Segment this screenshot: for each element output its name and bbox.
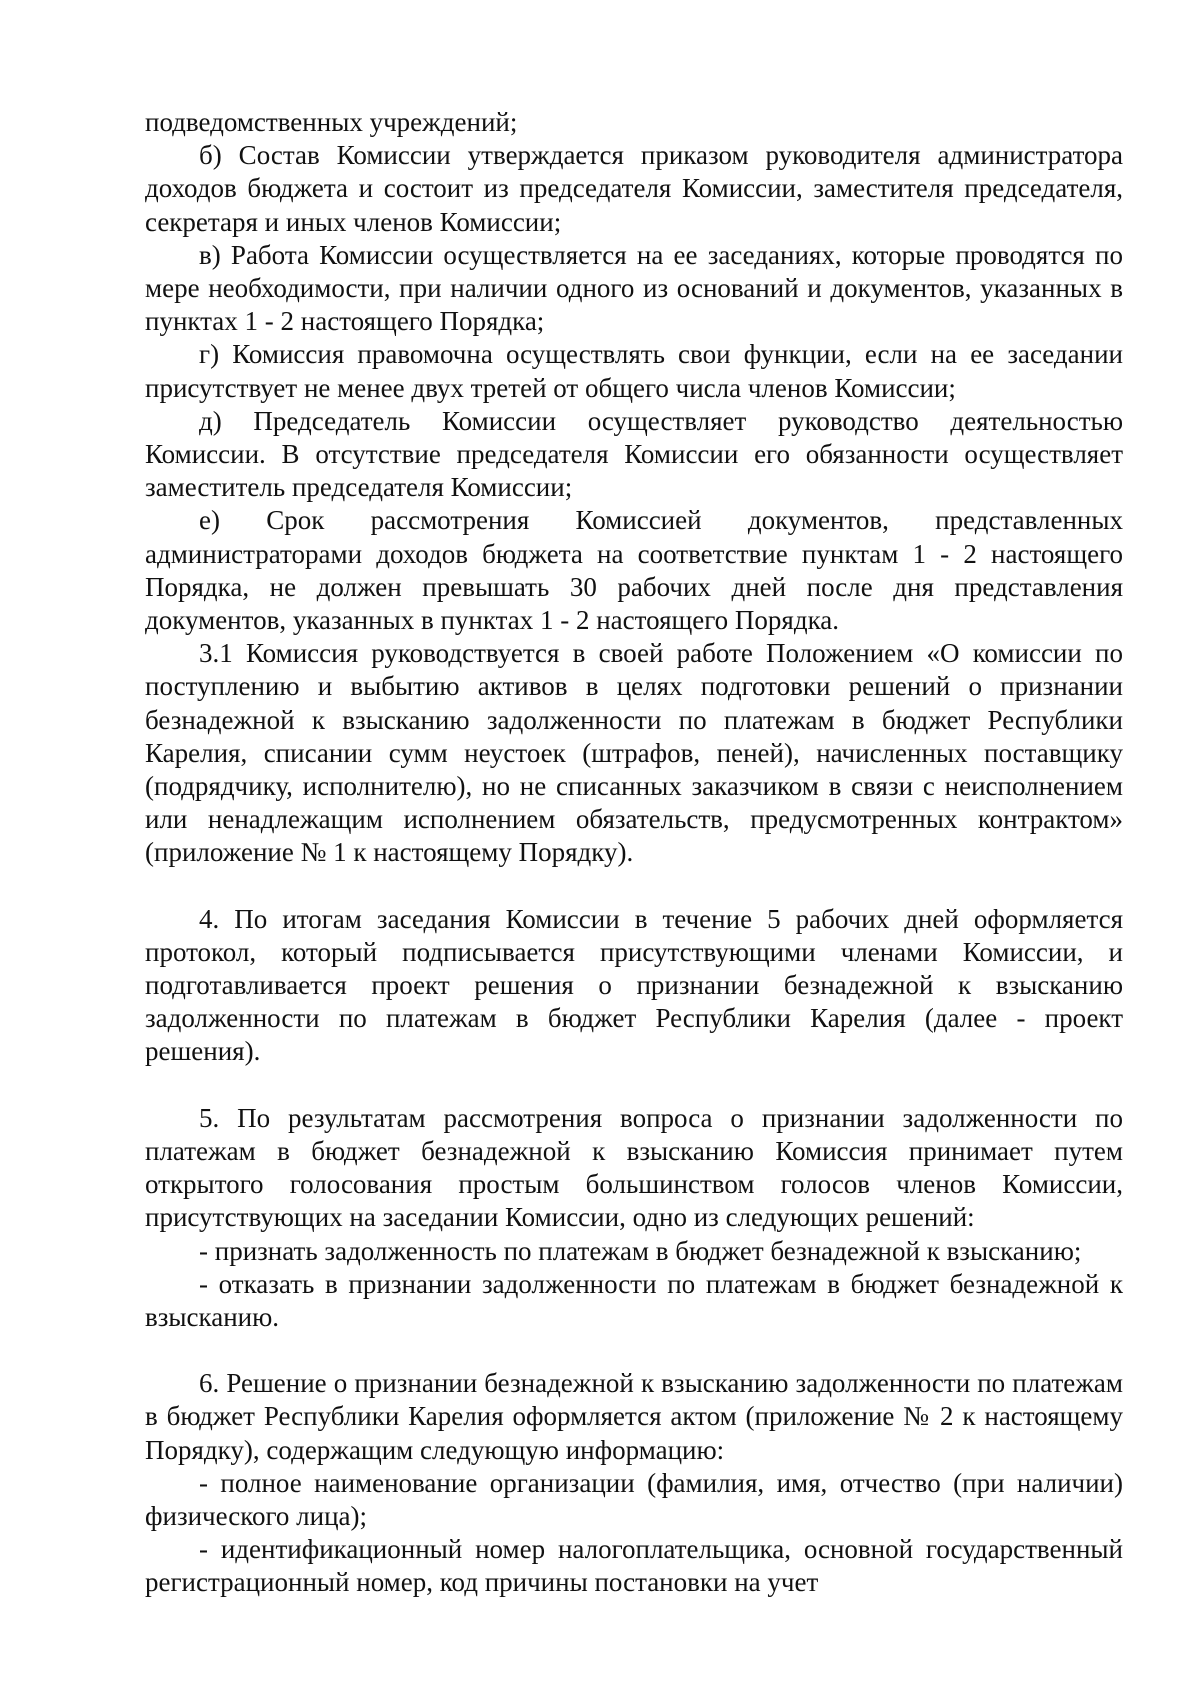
paragraph-5-option-2: - отказать в признании задолженности по платежам в бюджет безнадежной к взысканию. (145, 1268, 1123, 1332)
paragraph-continuation: подведомственных учреждений; (145, 107, 518, 137)
paragraph-5: 5. По результатам рассмотрения вопроса о признании задолженности по платежам в бюджет безнадежной к взысканию Комиссия принимает путем открытого голосования простым большинством голосов членов Комиссии, присутствующих на заседании Комиссии, одно из следующих решений: (145, 1102, 1123, 1233)
paragraph-4: 4. По итогам заседания Комиссии в течение 5 рабочих дней оформляется протокол, который подписывается присутствующими членами Комиссии, и подготавливается проект решения о признании безнадежной к взысканию задолженности по платежам в бюджет Республики Карелия (далее - проект решения). (145, 903, 1123, 1067)
paragraph-item-d: д) Председатель Комиссии осуществляет руководство деятельностью Комиссии. В отсутствие председателя Комиссии его обязанности осуществляет заместитель председателя Комиссии; (145, 405, 1123, 503)
paragraph-3-1: 3.1 Комиссия руководствуется в своей работе Положением «О комиссии по поступлению и выбытию активов в целях подготовки решений о признании безнадежной к взысканию задолженности по платежам в бюджет Республики Карелия, списании сумм неустоек (штрафов, пеней), начисленных поставщику (подрядчику, исполнителю), но не списанных заказчиком в связи с неисполнением или ненадлежащим исполнением обязательств, предусмотренных контрактом» (приложение № 1 к настоящему Порядку). (145, 638, 1123, 868)
paragraph-item-v: в) Работа Комиссии осуществляется на ее заседаниях, которые проводятся по мере необходимости, при наличии одного из оснований и документов, указанных в пунктах 1 - 2 настоящего Порядка; (145, 239, 1123, 337)
paragraph-item-e: е) Срок рассмотрения Комиссией документов, представленных администраторами доходов бюджета на соответствие пунктам 1 - 2 настоящего Порядка, не должен превышать 30 рабочих дней после дня представления документов, указанных в пунктах 1 - 2 настоящего Порядка. (145, 505, 1123, 636)
paragraph-5-option-1: - признать задолженность по платежам в бюджет безнадежной к взысканию; (199, 1235, 1082, 1266)
paragraph-item-g: г) Комиссия правомочна осуществлять свои функции, если на ее заседании присутствует не менее двух третей от общего числа членов Комиссии; (145, 339, 1123, 403)
paragraph-6: 6. Решение о признании безнадежной к взысканию задолженности по платежам в бюджет Республики Карелия оформляется актом (приложение № 2 к настоящему Порядку), содержащим следующую информацию: (145, 1368, 1123, 1465)
document-page (145, 106, 1123, 1600)
paragraph-6-item-1: - полное наименование организации (фамилия, имя, отчество (при наличии) физического лица); (145, 1467, 1123, 1531)
paragraph-item-b: б) Состав Комиссии утверждается приказом руководителя администратора доходов бюджета и состоит из председателя Комиссии, заместителя председателя, секретаря и иных членов Комиссии; (145, 140, 1123, 237)
paragraph-6-item-2: - идентификационный номер налогоплательщика, основной государственный регистрационный номер, код причины постановки на учет (145, 1534, 1123, 1598)
